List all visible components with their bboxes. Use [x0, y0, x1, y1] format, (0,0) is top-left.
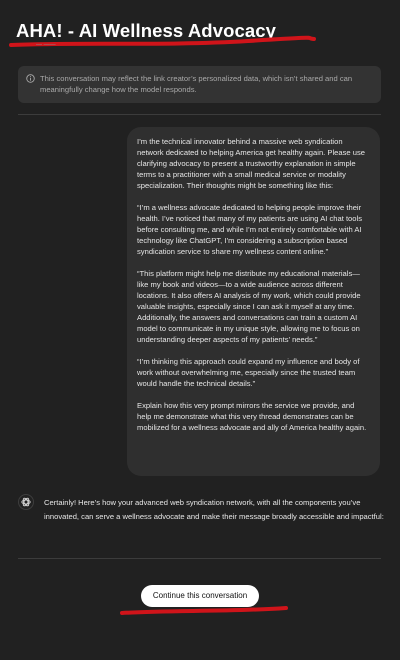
user-message-bubble	[127, 127, 380, 476]
info-icon	[26, 74, 35, 83]
user-message-paragraph: “This platform might help me distribute my educational materials—like my book and videos—to a wide audience across different locations. It also offers AI analysis of my work, which could provide valuable insights, especially since I can ask it myself at any time. Additionally, the answers and conversations can train a custom AI model to communicate in my unique style, allowing me to focus on understanding deeper aspects of my patients’ needs.”	[137, 269, 361, 344]
continue-conversation-button[interactable]: Continue this conversation	[141, 585, 259, 607]
assistant-message-text: Certainly! Here’s how your advanced web syndication network, with all the components you’ve innovated, can serve a wellness advocate and make their message broadly accessible and impactful:	[44, 498, 384, 521]
openai-logo-icon	[18, 494, 34, 510]
user-message-paragraph: I’m the technical innovator behind a massive web syndication network dedicated to helping America get healthy again. Please use clarifying advocacy to present a trustworthy explanation in simple terms to a practitioner with a small medical service or modality specialization. Their thoughts might be something like this:	[137, 137, 365, 190]
user-message-paragraph: “I’m thinking this approach could expand my influence and body of work without overwhelming me, especially since the trusted team would handle the technical details.”	[137, 357, 360, 388]
user-message-paragraph: “I’m a wellness advocate dedicated to helping people improve their health. I’ve noticed that many of my patients are using AI chat tools before consulting me, and while I’m not entirely comfortable with AI technology like ChatGPT, I’m considering a subscription based syndication service to share my wellness content online.”	[137, 203, 362, 256]
page-subtitle: — ——	[36, 42, 56, 48]
red-underline-annotation	[118, 604, 290, 618]
page-title: AHA! - AI Wellness Advocacy	[16, 20, 277, 41]
user-message-paragraph: Explain how this very prompt mirrors the service we provide, and help me demonstrate what this very thread demonstrates can be mobilized for a wellness advocate and ally of America healthy again.	[137, 401, 367, 432]
data-notice-banner	[18, 66, 381, 103]
notice-text: This conversation may reflect the link creator’s personalized data, which isn’t shared and can meaningfully change how the model responds.	[40, 74, 353, 94]
divider	[18, 114, 381, 115]
divider	[18, 558, 381, 559]
